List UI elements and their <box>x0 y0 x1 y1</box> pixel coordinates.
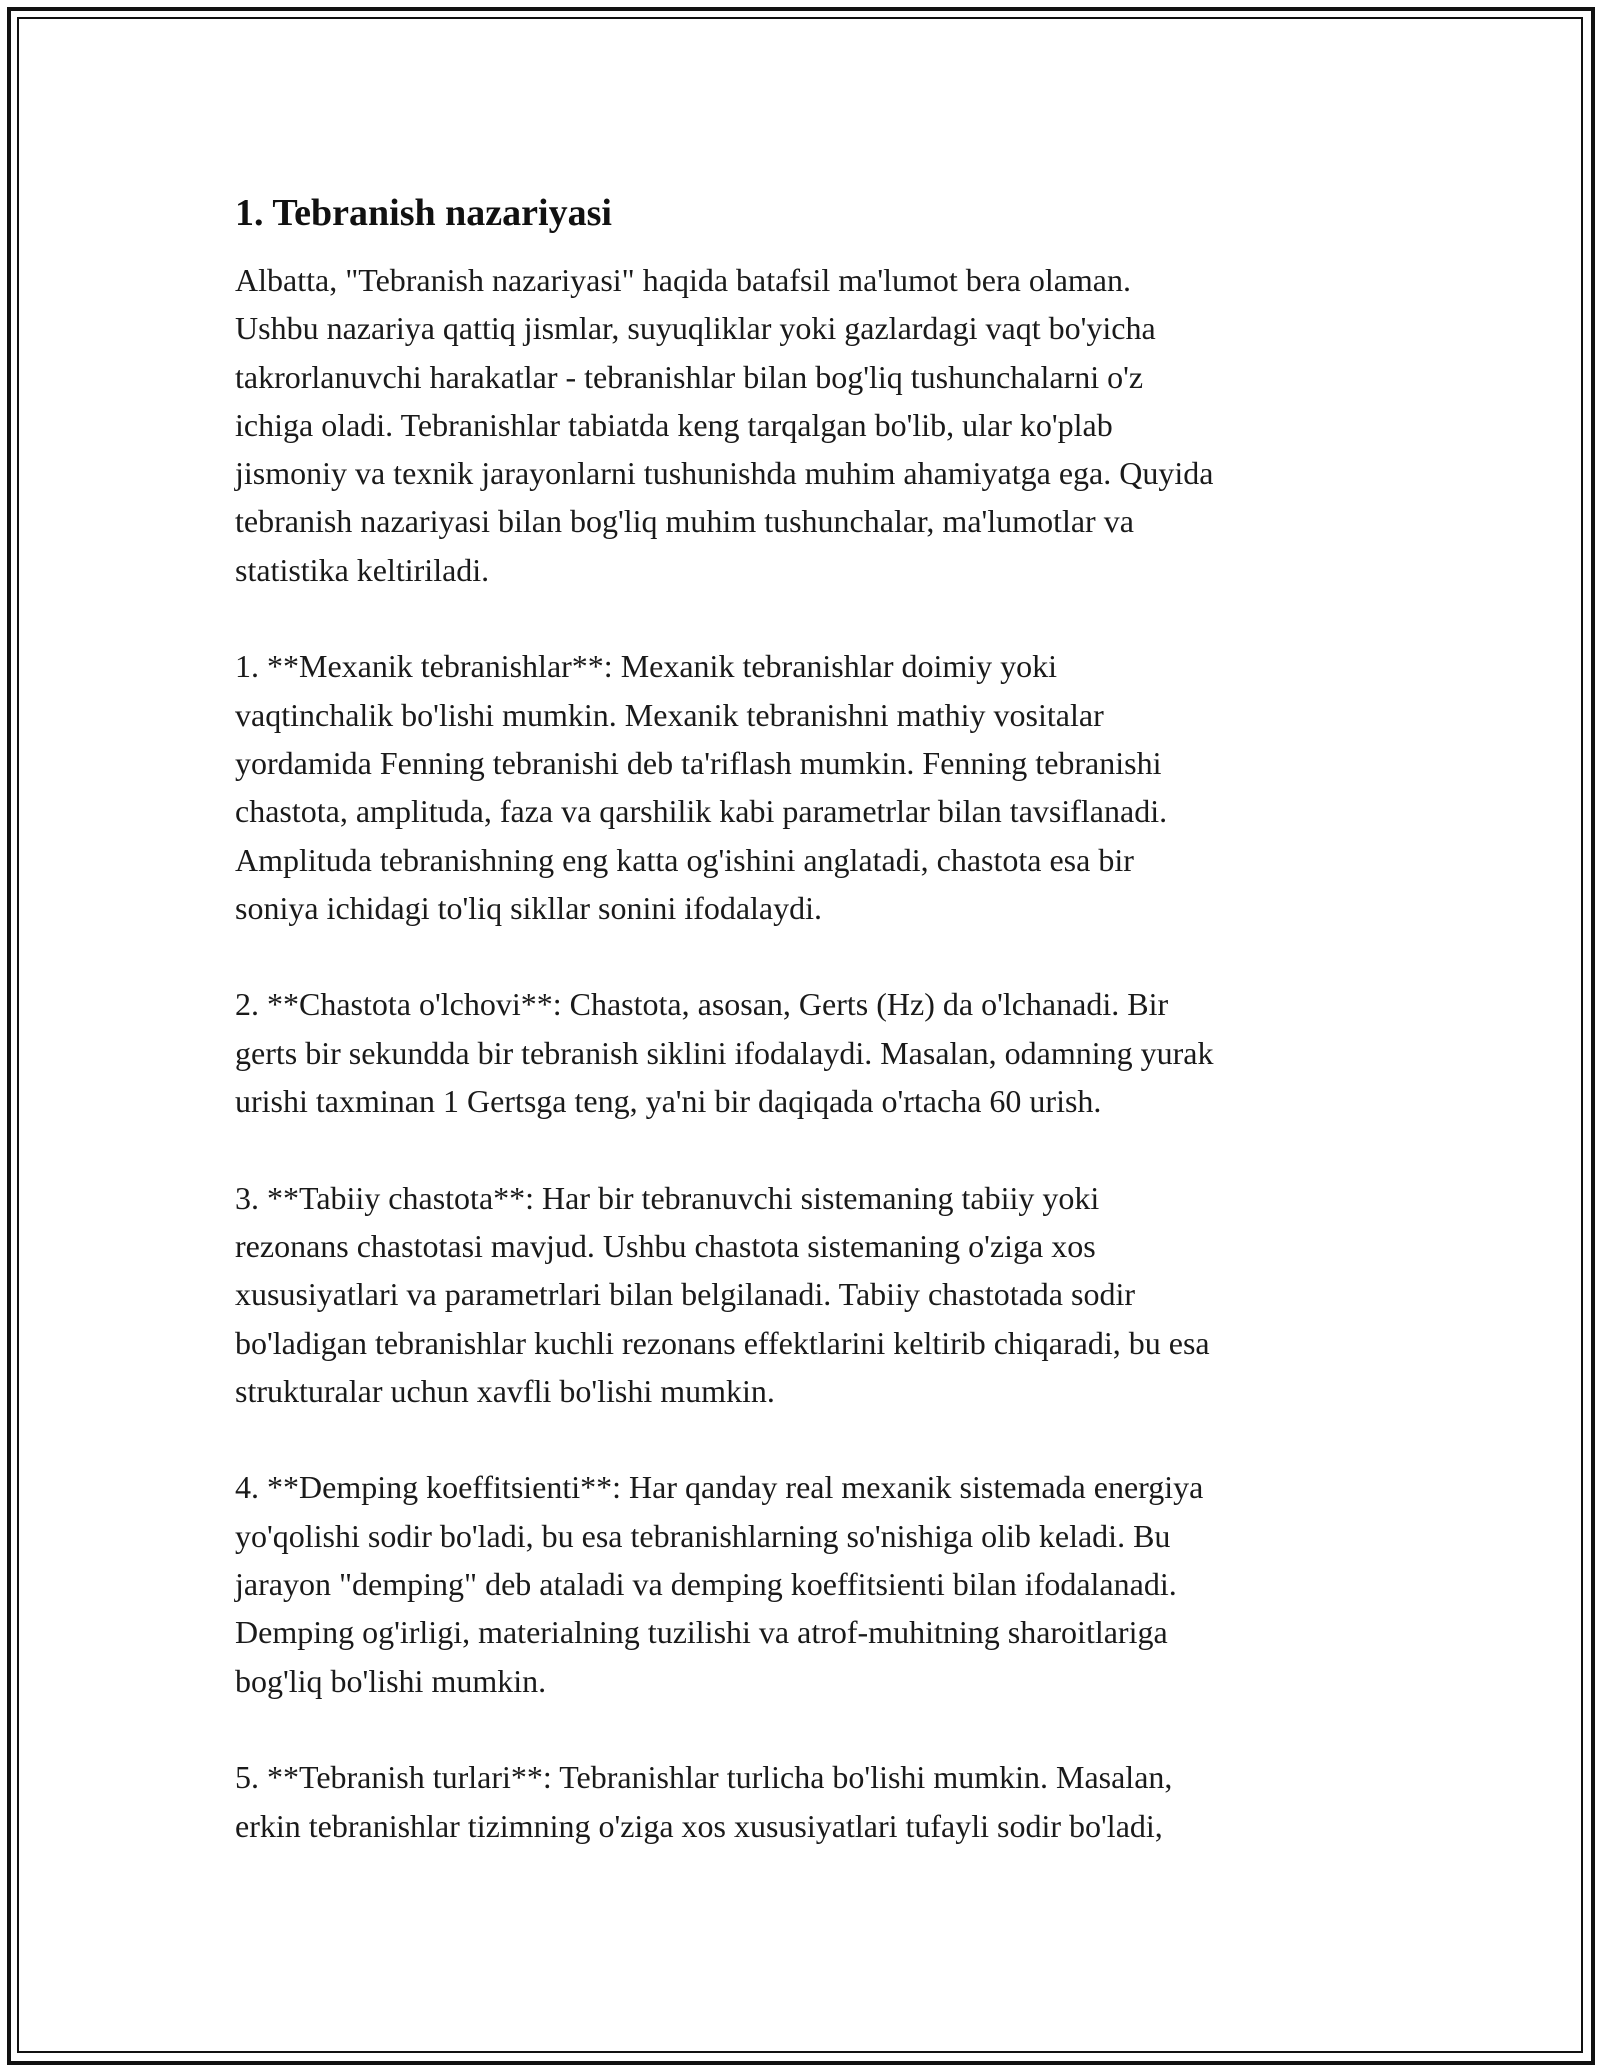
text-line: chastota, amplituda, faza va qarshilik kabi parametrlar bilan tavsiflanadi. <box>235 793 1168 830</box>
paragraph-mechanical-oscillations <box>235 642 1365 932</box>
text-line: bog'liq bo'lishi mumkin. <box>235 1662 547 1699</box>
paragraph-natural-frequency <box>235 1174 1365 1415</box>
text-line: 3. **Tabiiy chastota**: Har bir tebranuvchi sistemaning tabiiy yoki <box>235 1179 1100 1216</box>
document-body <box>235 185 1365 1850</box>
text-line: Albatta, "Tebranish nazariyasi" haqida batafsil ma'lumot bera olaman. <box>235 262 1131 298</box>
text-line: gerts bir sekundda bir tebranish siklini ifodalaydi. Masalan, odamning yurak <box>235 1034 1214 1071</box>
text-line: tebranish nazariyasi bilan bog'liq muhim tushunchalar, ma'lumotlar va <box>235 503 1134 540</box>
text-line: urishi taxminan 1 Gertsga teng, ya'ni bir daqiqada o'rtacha 60 urish. <box>235 1083 1102 1120</box>
text-line: Ushbu nazariya qattiq jismlar, suyuqliklar yoki gazlardagi vaqt bo'yicha <box>235 310 1156 347</box>
text-line: yo'qolishi sodir bo'ladi, bu esa tebranishlarning so'nishiga olib keladi. Bu <box>235 1517 1171 1554</box>
text-line: jismoniy va texnik jarayonlarni tushunishda muhim ahamiyatga ega. Quyida <box>235 455 1214 492</box>
paragraph-damping-coefficient <box>235 1463 1365 1704</box>
text-line: 1. **Mexanik tebranishlar**: Mexanik tebranishlar doimiy yoki <box>235 648 1058 685</box>
text-line: xususiyatlari va parametrlari bilan belgilanadi. Tabiiy chastotada sodir <box>235 1276 1135 1313</box>
section-heading: 1. Tebranish nazariyasi <box>235 192 612 234</box>
text-line: rezonans chastotasi mavjud. Ushbu chastota sistemaning o'ziga xos <box>235 1227 1096 1264</box>
paragraph-oscillation-types <box>235 1753 1365 1850</box>
text-line: takrorlanuvchi harakatlar - tebranishlar bilan bog'liq tushunchalarni o'z <box>235 358 1144 395</box>
text-line: jarayon "demping" deb ataladi va demping koeffitsienti bilan ifodalanadi. <box>235 1566 1177 1603</box>
text-line: erkin tebranishlar tizimning o'ziga xos xususiyatlari tufayli sodir bo'ladi, <box>235 1807 1163 1844</box>
text-line: 5. **Tebranish turlari**: Tebranishlar turlicha bo'lishi mumkin. Masalan, <box>235 1759 1173 1796</box>
text-line: yordamida Fenning tebranishi deb ta'riflash mumkin. Fenning tebranishi <box>235 744 1162 781</box>
text-line: ichiga oladi. Tebranishlar tabiatda keng tarqalgan bo'lib, ular ko'plab <box>235 406 1113 443</box>
text-line: strukturalar uchun xavfli bo'lishi mumkin. <box>235 1372 775 1409</box>
text-line: statistika keltiriladi. <box>235 551 490 588</box>
text-line: bo'ladigan tebranishlar kuchli rezonans effektlarini keltirib chiqaradi, bu esa <box>235 1324 1210 1361</box>
text-line: vaqtinchalik bo'lishi mumkin. Mexanik tebranishni mathiy vositalar <box>235 696 1104 733</box>
text-line: Demping og'irligi, materialning tuzilishi va atrof-muhitning sharoitlariga <box>235 1614 1168 1651</box>
text-line: 2. **Chastota o'lchovi**: Chastota, asosan, Gerts (Hz) da o'lchanadi. Bir <box>235 986 1169 1023</box>
text-line: Amplituda tebranishning eng katta og'ishini anglatadi, chastota esa bir <box>235 841 1134 878</box>
text-line: 4. **Demping koeffitsienti**: Har qanday real mexanik sistemada energiya <box>235 1469 1204 1506</box>
text-line: soniya ichidagi to'liq sikllar sonini ifodalaydi. <box>235 889 823 926</box>
paragraph-intro <box>235 256 1365 594</box>
paragraph-frequency-measurement <box>235 980 1365 1125</box>
